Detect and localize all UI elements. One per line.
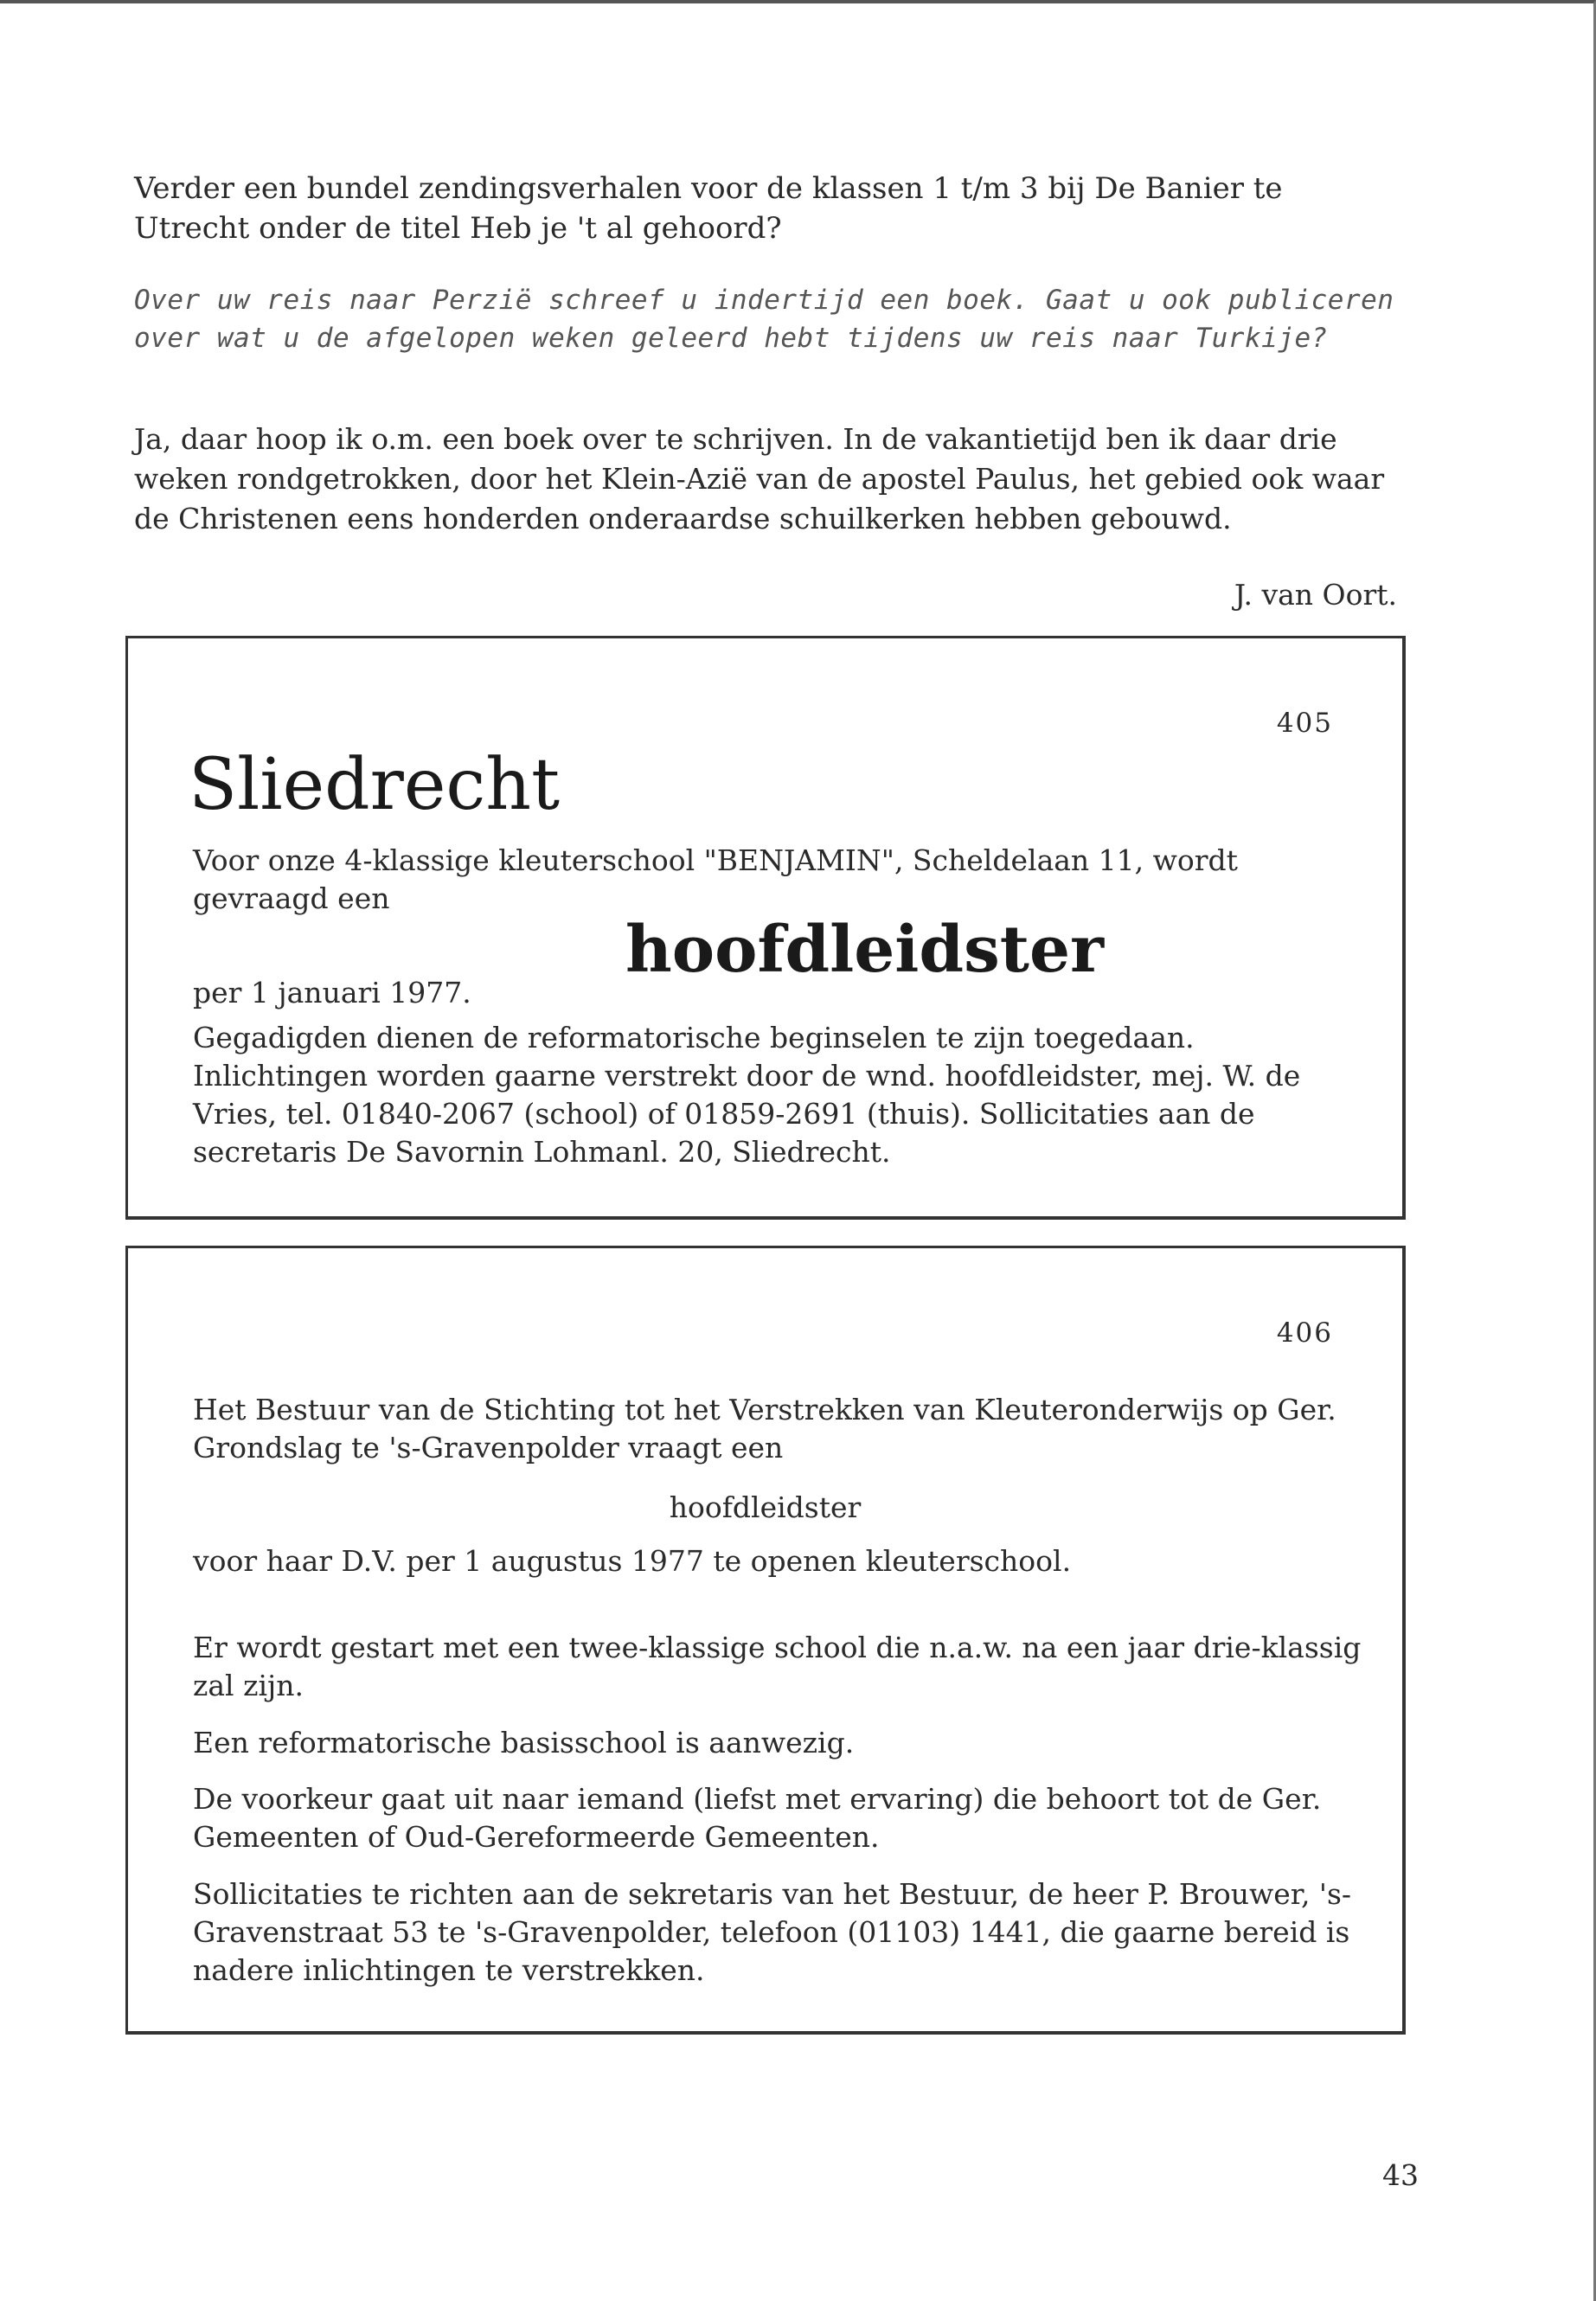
ad-intro-line: Voor onze 4-klassige kleuterschool "BENJAMIN", Scheldelaan 11, wordt gevraagd een	[193, 843, 1238, 915]
interview-answer: Ja, daar hoop ik o.m. een boek over te schrijven. In de vakantietijd ben ik daar drie weken rondgetrokken, door het Klein-Azië van de apostel Paulus, het gebied ook waar de Christenen eens honderden onderaardse schuilkerken hebben gebouwd.	[134, 422, 1385, 535]
ad-details: Gegadigden dienen de reformatorische beginselen te zijn toegedaan. Inlichtingen worden gaarne verstrekt door de wnd. hoofdleidster, mej. W. de Vries, tel. 01840-2067 (school) of 01859-2691 (thuis). Sollicitaties aan de secretaris De Savornin Lohmanl. 20, Sliedrecht.	[193, 1021, 1301, 1169]
ad-town-heading: Sliedrecht	[189, 744, 561, 826]
ad-paragraph: Er wordt gestart met een twee-klassige school die n.a.w. na een jaar drie-klassig zal zijn.	[193, 1631, 1362, 1702]
advertisement-406	[125, 1246, 1406, 2035]
ad-paragraph: voor haar D.V. per 1 augustus 1977 te openen kleuterschool.	[193, 1544, 1072, 1578]
interview-question: Over uw reis naar Perzië schreef u indertijd een boek. Gaat u ook publiceren over wat u de afgelopen weken geleerd hebt tijdens uw reis naar Turkije?	[134, 285, 1394, 354]
ad-number: 406	[1276, 1317, 1333, 1349]
ad-paragraph: De voorkeur gaat uit naar iemand (liefst met ervaring) die behoort tot de Ger. Gemeenten of Oud-Gereformeerde Gemeenten.	[193, 1782, 1322, 1854]
signature: J. van Oort.	[1234, 578, 1397, 612]
ad-position-title: hoofdleidster	[669, 1490, 862, 1524]
ad-intro: Het Bestuur van de Stichting tot het Verstrekken van Kleuteronderwijs op Ger. Grondslag te 's-Gravenpolder vraagt een	[193, 1393, 1336, 1465]
ad-paragraph: Sollicitaties te richten aan de sekretaris van het Bestuur, de heer P. Brouwer, 's-Gravenstraat 53 te 's-Gravenpolder, telefoon (01103) 1441, die gaarne bereid is nadere inlichtingen te verstrekken.	[193, 1877, 1352, 1987]
intro-paragraph: Verder een bundel zendingsverhalen voor de klassen 1 t/m 3 bij De Banier te Utrecht onder de titel Heb je 't al gehoord?	[134, 171, 1283, 246]
ad-position-title: hoofdleidster	[625, 913, 1105, 987]
advertisement-405	[125, 636, 1406, 1220]
ad-number: 405	[1276, 708, 1333, 739]
page-number: 43	[1382, 2158, 1419, 2192]
ad-start-date: per 1 januari 1977.	[193, 976, 471, 1009]
ad-paragraph: Een reformatorische basisschool is aanwezig.	[193, 1726, 855, 1759]
